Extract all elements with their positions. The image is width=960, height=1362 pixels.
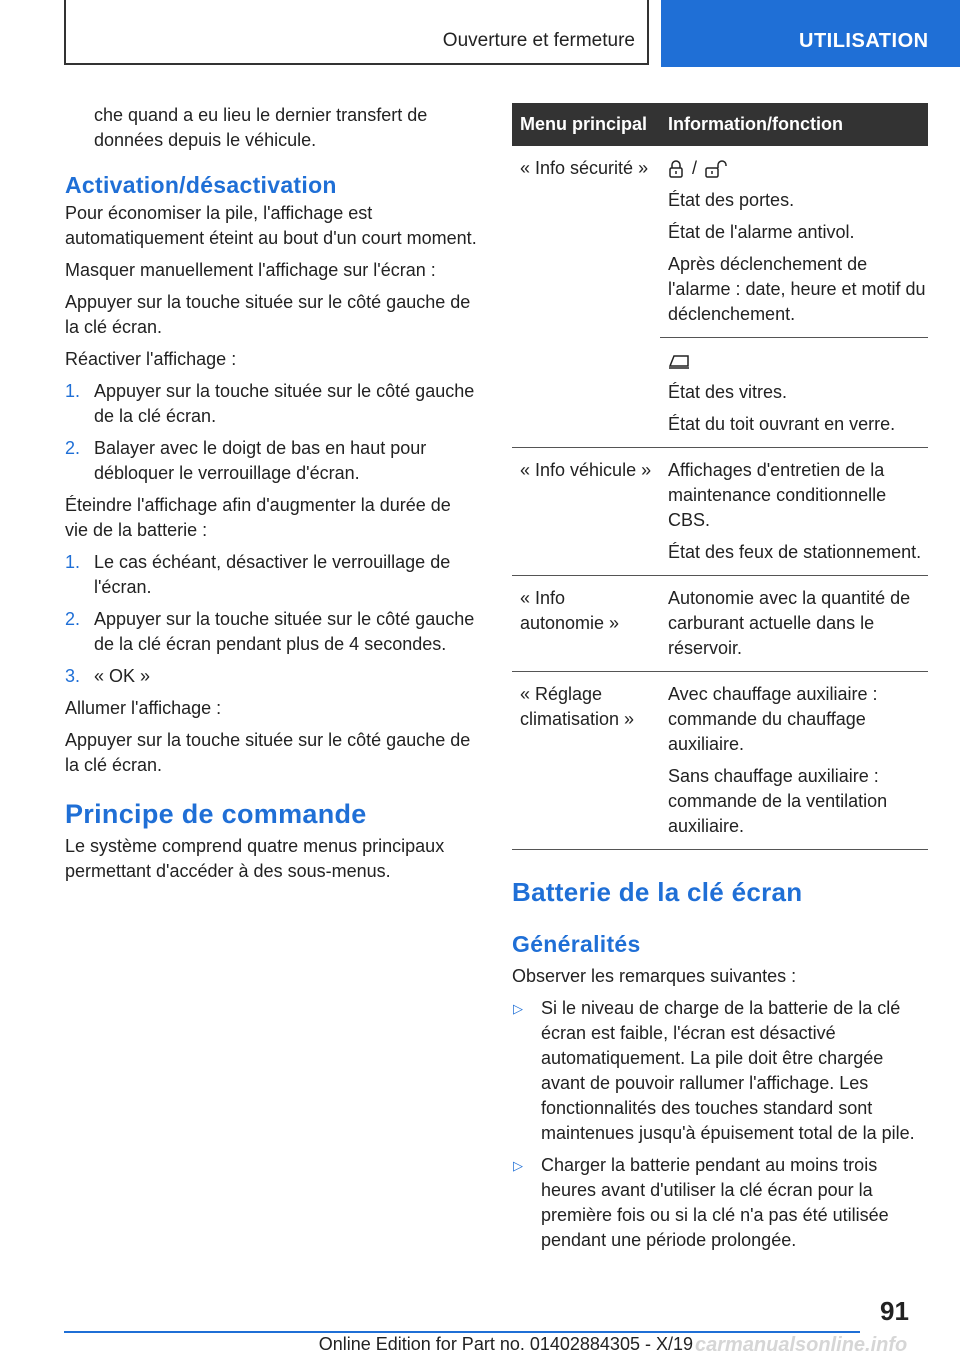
info-cell: [660, 576, 928, 672]
activation-text-1: Pour économiser la pile, l'affichage est automatiquement éteint au bout d'un court moment.: [65, 203, 477, 248]
principle-heading: Principe de commande: [65, 799, 367, 829]
info-line: État du toit ouvrant en verre.: [668, 414, 896, 434]
step-number: 3.: [65, 666, 81, 686]
activation-text-2: Masquer manuellement l'affichage sur l'écran :: [65, 260, 436, 280]
right-column: [512, 103, 928, 1260]
off-steps: [65, 550, 477, 689]
menu-cell: « Info véhicule »: [512, 448, 660, 576]
step-text: « OK »: [94, 666, 151, 686]
list-item: [512, 996, 928, 1146]
lock-closed-icon: [668, 160, 684, 178]
note-text: Si le niveau de charge de la batterie de la clé écran est faible, l'écran est désactivé automatiquement. La pile doit être chargée avant de pouvoir rallumer l'affichage. Les fonctionnalités des touches standard sont maintenues jusqu'à épuisement total de la pile.: [541, 998, 915, 1143]
info-line: État de l'alarme antivol.: [668, 222, 855, 242]
step-number: 2.: [65, 438, 81, 458]
reactivate-steps: [65, 379, 477, 486]
info-cell: [660, 448, 928, 576]
table-header-info: Information/fonction: [660, 103, 928, 146]
step-item: [65, 550, 477, 600]
footer-rule: [64, 1331, 860, 1333]
list-item: [512, 1153, 928, 1253]
info-line: Affichages d'entretien de la maintenance conditionnelle CBS.: [668, 460, 887, 530]
step-text: Appuyer sur la touche située sur le côté gauche de la clé écran pendant plus de 4 secondes.: [94, 609, 475, 654]
info-line: Sans chauffage auxiliaire : commande de la ventilation auxiliaire.: [668, 766, 888, 836]
menu-cell: « Info sécurité »: [520, 158, 649, 178]
menu-cell: « Réglage climatisation »: [512, 672, 660, 850]
triangle-right-icon: ▷: [513, 1001, 523, 1016]
step-item: [65, 379, 477, 429]
note-text: Charger la batterie pendant au moins trois heures avant d'utiliser la clé écran pour la première fois ou si la clé n'a pas été utilisée pendant une période prolongée.: [541, 1155, 889, 1250]
step-number: 2.: [65, 609, 81, 629]
table-row: [512, 146, 928, 338]
activation-text-6: Allumer l'affichage :: [65, 698, 222, 718]
table-row: [512, 338, 928, 448]
menu-table: [512, 103, 928, 850]
table-row: [512, 672, 928, 850]
step-number: 1.: [65, 552, 81, 572]
table-header-row: [512, 103, 928, 146]
step-item: [65, 436, 477, 486]
info-cell: [660, 672, 928, 850]
info-cell: [660, 338, 928, 448]
battery-notes: [512, 996, 928, 1253]
menu-cell: [512, 338, 660, 448]
window-icon: [668, 353, 690, 369]
left-column: [65, 103, 477, 891]
lock-icons: [668, 156, 928, 181]
info-line: État des vitres.: [668, 382, 788, 402]
info-line: Après déclenchement de l'alarme : date, heure et motif du déclenchement.: [668, 254, 926, 324]
window-icon-line: [668, 348, 928, 373]
icon-separator: /: [692, 158, 698, 178]
footer-edition: Online Edition for Part no. 01402884305 - X/19: [318, 1334, 693, 1354]
table-header-menu: Menu principal: [512, 103, 660, 146]
info-line: Avec chauffage auxiliaire : commande du chauffage auxiliaire.: [668, 684, 878, 754]
info-cell: [660, 146, 928, 338]
step-number: 1.: [65, 381, 81, 401]
info-line: Autonomie avec la quantité de carburant actuelle dans le réservoir.: [668, 588, 911, 658]
activation-text-5: Éteindre l'affichage afin d'augmenter la durée de vie de la batterie :: [65, 495, 451, 540]
battery-heading: Batterie de la clé écran: [512, 877, 803, 907]
activation-heading: Activation/désactivation: [65, 172, 337, 198]
step-item: [65, 607, 477, 657]
step-text: Le cas échéant, désactiver le verrouillage de l'écran.: [94, 552, 451, 597]
triangle-right-icon: ▷: [513, 1158, 523, 1173]
table-row: [512, 448, 928, 576]
activation-text-4: Réactiver l'affichage :: [65, 349, 237, 369]
info-line: État des portes.: [668, 190, 795, 210]
general-subheading: Généralités: [512, 931, 641, 957]
menu-cell: « Info autonomie »: [512, 576, 660, 672]
intro-text: che quand a eu lieu le dernier transfert de données depuis le véhicule.: [94, 105, 428, 150]
step-item: [65, 664, 477, 689]
page-number: 91: [880, 1296, 909, 1326]
activation-text-7: Appuyer sur la touche située sur le côté gauche de la clé écran.: [65, 730, 471, 775]
section-tab: UTILISATION: [661, 0, 960, 67]
info-line: État des feux de stationnement.: [668, 542, 922, 562]
activation-text-3: Appuyer sur la touche située sur le côté gauche de la clé écran.: [65, 292, 471, 337]
chapter-title: Ouverture et fermeture: [442, 30, 635, 51]
lock-open-icon: [705, 160, 729, 178]
step-text: Appuyer sur la touche située sur le côté gauche de la clé écran.: [94, 381, 475, 426]
step-text: Balayer avec le doigt de bas en haut pour débloquer le verrouillage d'écran.: [94, 438, 427, 483]
battery-intro: Observer les remarques suivantes :: [512, 966, 797, 986]
table-row: [512, 576, 928, 672]
principle-text: Le système comprend quatre menus principaux permettant d'accéder à des sous-menus.: [65, 836, 445, 881]
watermark: carmanualsonline.info: [695, 1334, 908, 1356]
